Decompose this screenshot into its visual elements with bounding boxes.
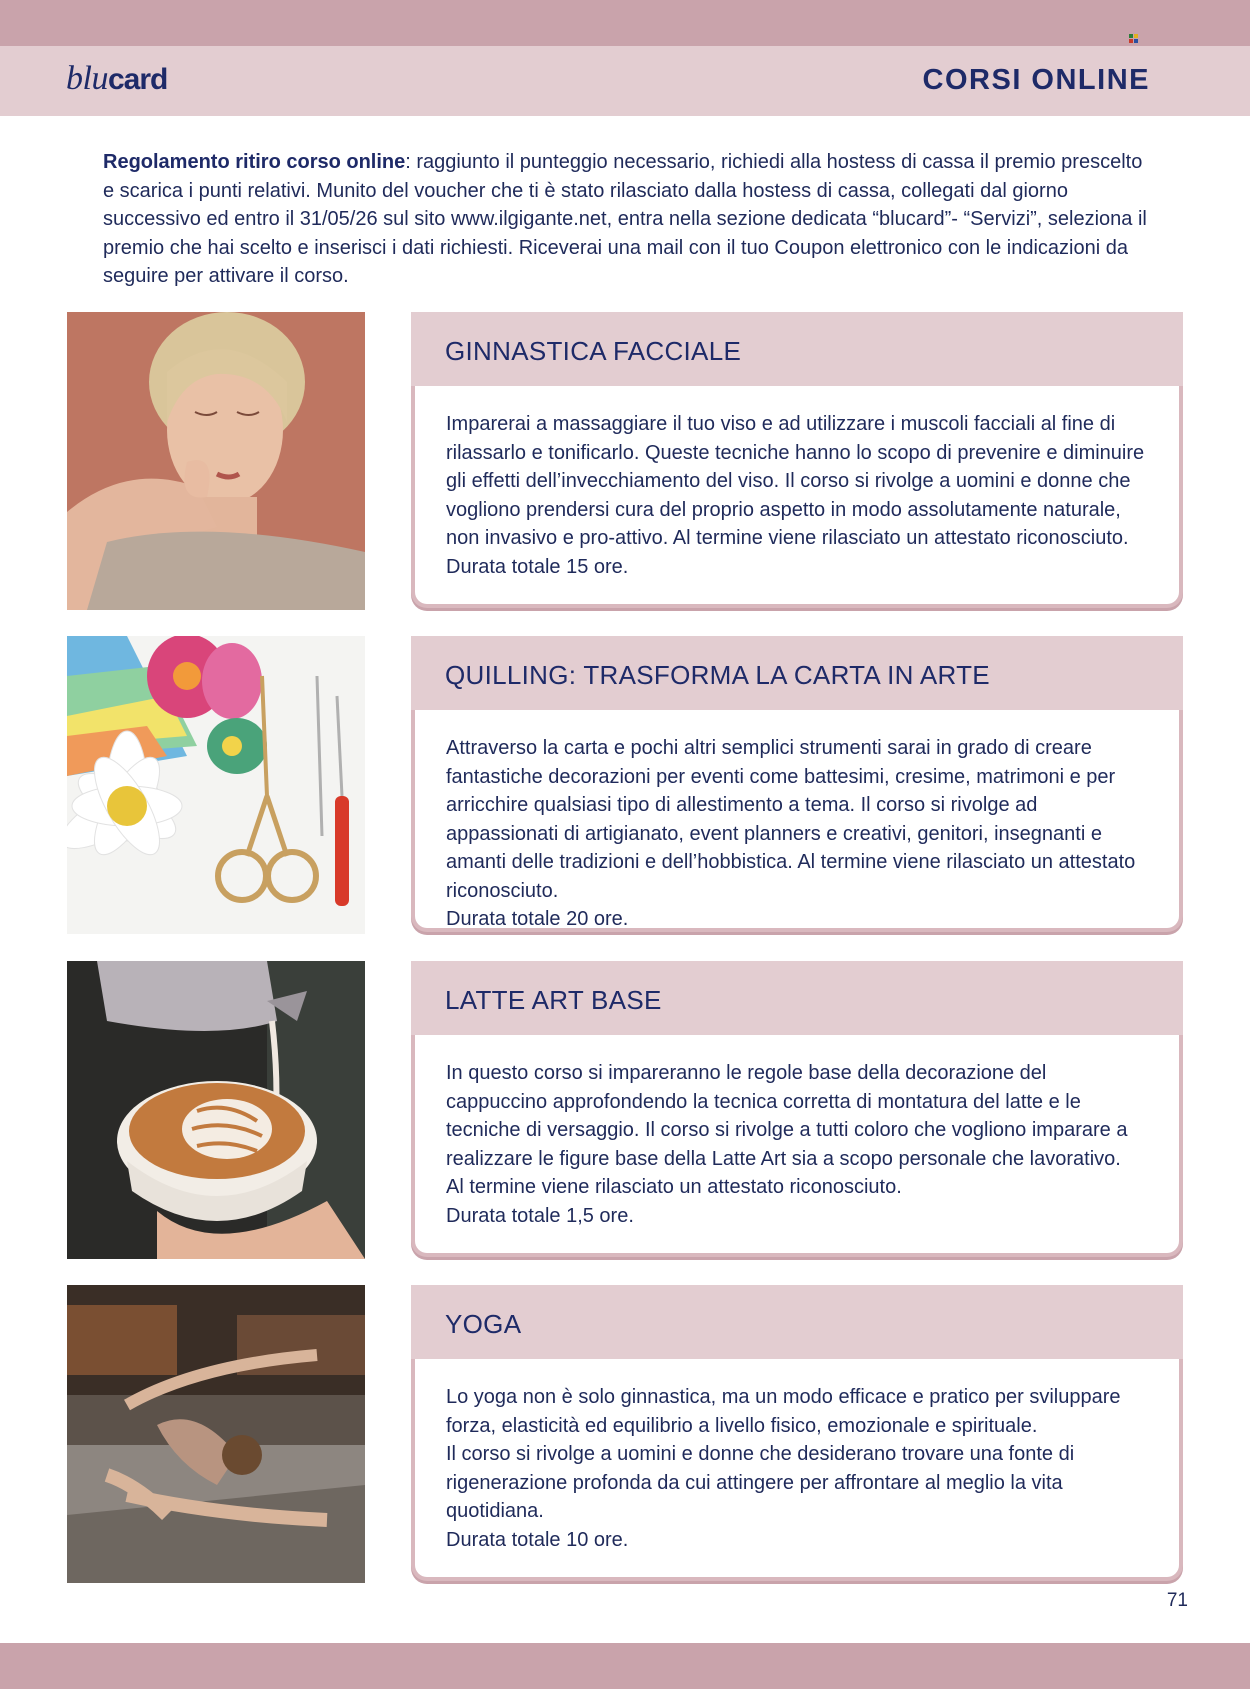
intro-bold-label: Regolamento ritiro corso online <box>103 151 406 173</box>
course-description: Attraverso la carta e pochi altri semplici strumenti sarai in grado di creare fantastiche decorazioni per eventi come battesimi, cresime, matrimoni e per arricchire qualsiasi tipo di allestimento a tema. Il corso si rivolge ad appassionati di artigianato, event planners e creativi, genitori, insegnanti e amanti delle tradizioni e dell’hobbistica. Al termine viene rilasciato un attestato riconosciuto. <box>446 737 1136 902</box>
bottom-band <box>0 1643 1250 1689</box>
course-description: Lo yoga non è solo ginnastica, ma un modo efficace e pratico per sviluppare forza, elasticità ed equilibrio a livello fisico, emozionale e spirituale. <box>446 1386 1121 1437</box>
color-mark-icon <box>1129 34 1138 43</box>
course-body <box>415 386 1179 581</box>
yoga-photo <box>67 1285 365 1583</box>
course-card-yoga <box>411 1285 1183 1581</box>
face-photo <box>67 312 365 610</box>
page-title: CORSI ONLINE <box>922 64 1150 96</box>
course-title: LATTE ART BASE <box>411 961 1183 1035</box>
top-band <box>0 0 1250 46</box>
course-body <box>415 710 1179 934</box>
course-card-ginnastica <box>411 312 1183 608</box>
blucard-logo <box>66 60 167 98</box>
quilling-photo <box>67 636 365 934</box>
course-duration: Durata totale 15 ore. <box>446 555 629 578</box>
logo-card-text: card <box>107 63 168 96</box>
course-note: Il corso si rivolge a uomini e donne che desiderano trovare una fonte di rigenerazione profonda da cui attingere per affrontare al meglio la vita quotidiana. <box>446 1443 1075 1522</box>
course-duration: Durata totale 10 ore. <box>446 1528 629 1551</box>
course-card-latte-art <box>411 961 1183 1257</box>
course-title: YOGA <box>411 1285 1183 1359</box>
course-duration: Durata totale 20 ore. <box>446 908 629 930</box>
course-duration: Durata totale 1,5 ore. <box>446 1204 634 1227</box>
course-note: Al termine viene rilasciato un attestato riconosciuto. <box>446 1176 902 1198</box>
page-number: 71 <box>1166 1590 1188 1611</box>
logo-blu-text: blu <box>66 60 108 97</box>
course-title: QUILLING: TRASFORMA LA CARTA IN ARTE <box>411 636 1183 710</box>
course-body <box>415 1035 1179 1230</box>
course-title: GINNASTICA FACCIALE <box>411 312 1183 386</box>
intro-rules <box>103 148 1153 291</box>
latte-art-photo <box>67 961 365 1259</box>
course-card-quilling <box>411 636 1183 932</box>
course-description: In questo corso si impareranno le regole base della decorazione del cappuccino approfondendo la tecnica corretta di montatura del latte e le tecniche di versaggio. Il corso si rivolge a tutti coloro che vogliono imparare a realizzare le figure base della Latte Art sia a scopo personale che lavorativo. <box>446 1062 1128 1170</box>
header-bar <box>0 46 1250 116</box>
course-body <box>415 1359 1179 1554</box>
course-description: Imparerai a massaggiare il tuo viso e ad utilizzare i muscoli facciali al fine di rilassarlo e tonificarlo. Queste tecniche hanno lo scopo di prevenire e diminuire gli effetti dell’invecchiamento del viso. Il corso si rivolge a uomini e donne che vogliono prendersi cura del proprio aspetto in modo assolutamente naturale, non invasivo e pro-attivo. Al termine viene rilasciato un attestato riconosciuto. <box>446 413 1145 549</box>
intro-text: : raggiunto il punteggio necessario, richiedi alla hostess di cassa il premio prescelto e scarica i punti relativi. Munito del voucher che ti è stato rilasciato dalla hostess di cassa, collegati dal giorno successivo ed entro il 31/05/26 sul sito www.ilgigante.net, entra nella sezione dedicata “blucard”- “Servizi”, seleziona il premio che hai scelto e inserisci i dati richiesti. Riceverai una mail con il tuo Coupon elettronico con le indicazioni da seguire per attivare il corso. <box>103 151 1147 287</box>
